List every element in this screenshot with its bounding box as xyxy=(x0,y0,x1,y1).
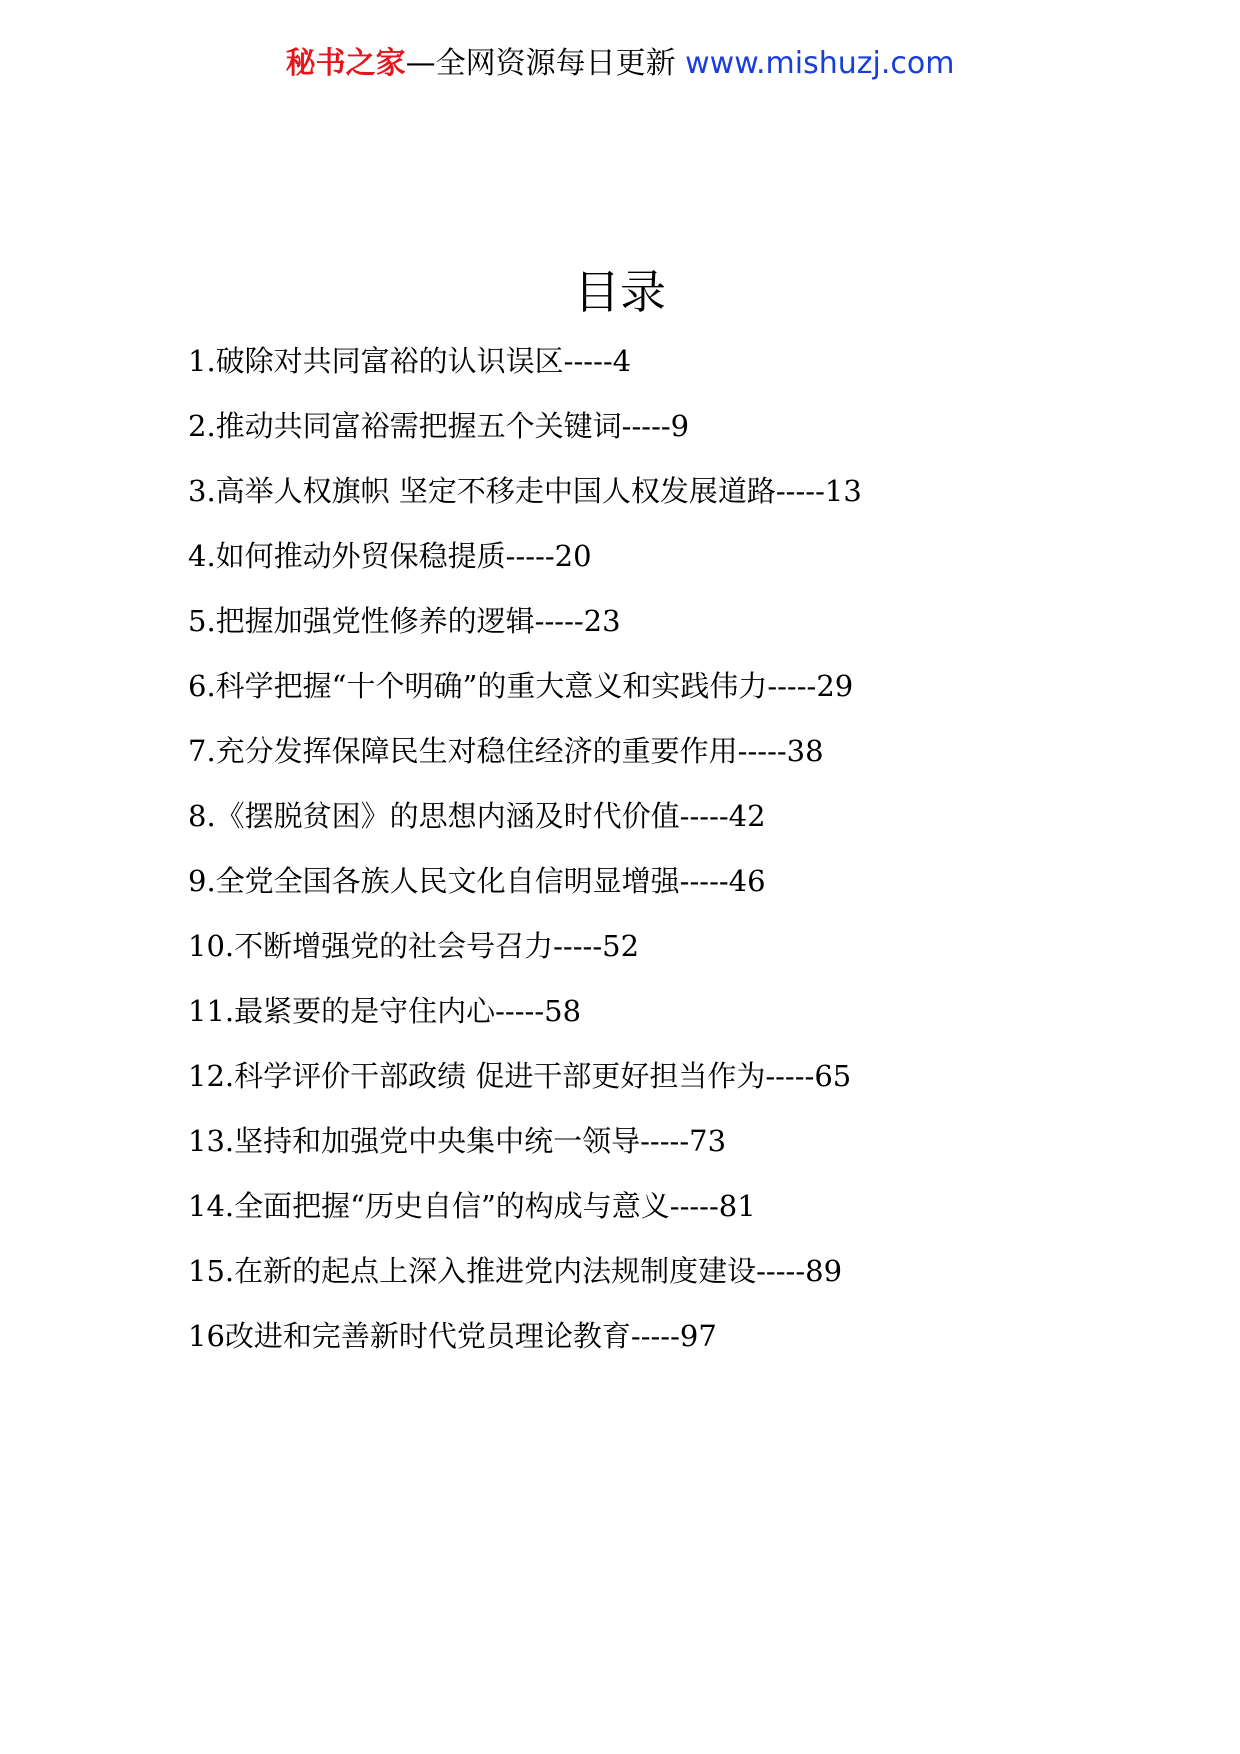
toc-entry-9: 9.全党全国各族人民文化自信明显增强-----46 xyxy=(188,864,766,898)
table-of-contents xyxy=(188,336,1188,1376)
toc-entry-10: 10.不断增强党的社会号召力-----52 xyxy=(188,929,640,963)
header-tagline: —全网资源每日更新 xyxy=(405,46,686,81)
brand-name: 秘书之家 xyxy=(285,46,406,81)
toc-entry-6: 6.科学把握“十个明确”的重大意义和实践伟力-----29 xyxy=(188,669,854,703)
toc-entry-15: 15.在新的起点上深入推进党内法规制度建设-----89 xyxy=(188,1254,843,1288)
toc-entry-16: 16改进和完善新时代党员理论教育-----97 xyxy=(188,1319,717,1353)
toc-entry-12: 12.科学评价干部政绩 促进干部更好担当作为-----65 xyxy=(188,1059,852,1093)
toc-entry-11: 11.最紧要的是守住内心-----58 xyxy=(188,994,582,1028)
toc-entry-14: 14.全面把握“历史自信”的构成与意义-----81 xyxy=(188,1189,756,1223)
toc-entry-1: 1.破除对共同富裕的认识误区-----4 xyxy=(188,344,632,378)
toc-entry-2: 2.推动共同富裕需把握五个关键词-----9 xyxy=(188,409,690,443)
toc-entry-7: 7.充分发挥保障民生对稳住经济的重要作用-----38 xyxy=(188,734,824,768)
toc-entry-3: 3.高举人权旗帜 坚定不移走中国人权发展道路-----13 xyxy=(188,474,862,508)
site-url-link[interactable]: www.mishuzj.com xyxy=(685,46,955,81)
toc-entry-4: 4.如何推动外贸保稳提质-----20 xyxy=(188,539,592,573)
toc-entry-8: 8.《摆脱贫困》的思想内涵及时代价值-----42 xyxy=(188,799,766,833)
toc-entry-13: 13.坚持和加强党中央集中统一领导-----73 xyxy=(188,1124,727,1158)
page-header xyxy=(0,44,1240,84)
toc-title: 目录 xyxy=(574,265,666,319)
toc-entry-5: 5.把握加强党性修养的逻辑-----23 xyxy=(188,604,621,638)
